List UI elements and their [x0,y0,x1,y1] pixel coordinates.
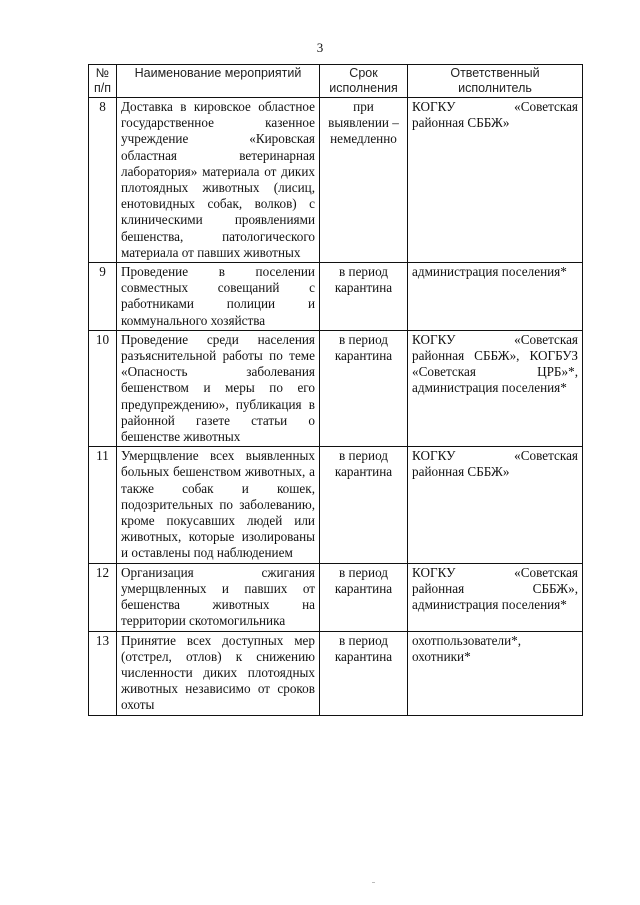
deadline: в период карантина [320,447,408,563]
header-responsible: Ответственный исполнитель [408,65,583,98]
responsible: КОГКУ «Советская районная СББЖ», КОГБУЗ «Советская ЦРБ»*, администрация поселения* [408,330,583,446]
measure-name: Проведение в поселении совместных совещаний с работниками полиции и коммунального хозяйства [117,263,320,331]
responsible: КОГКУ «Советская районная СББЖ», администрация поселения* [408,563,583,631]
header-measure-name: Наименование мероприятий [117,65,320,98]
responsible: КОГКУ «Советская районная СББЖ» [408,98,583,263]
row-number: 11 [89,447,117,563]
responsible: охотпользователи*, охотники* [408,631,583,715]
deadline: в период карантина [320,631,408,715]
table-row [89,98,583,263]
row-number: 13 [89,631,117,715]
table-row [89,563,583,631]
scan-speck [372,882,375,883]
measure-name: Умерщвление всех выявленных больных бешенством животных, а также собак и кошек, подозрительных по заболеванию, кроме покусавших людей или животных, которые изолированы и оставлены под наблюдением [117,447,320,563]
responsible: КОГКУ «Советская районная СББЖ» [408,447,583,563]
measure-name: Принятие всех доступных мер (отстрел, отлов) к снижению численности диких плотоядных животных независимо от сроков охоты [117,631,320,715]
page-number: 3 [316,40,324,55]
measure-name: Организация сжигания умерщвленных и павших от бешенства животных на территории скотомогильника [117,563,320,631]
table-header-row [89,65,583,98]
row-number: 8 [89,98,117,263]
responsible: администрация поселения* [408,263,583,331]
deadline: в период карантина [320,263,408,331]
deadline: в период карантина [320,330,408,446]
deadline: в период карантина [320,563,408,631]
header-number: № п/п [89,65,117,98]
row-number: 9 [89,263,117,331]
measure-name: Доставка в кировское областное государственное казенное учреждение «Кировская областная ветеринарная лаборатория» материала от диких плотоядных животных (лисиц, енотовидных собак, волков) с клиническими проявлениями бешенства, патологического материала от павших животных [117,98,320,263]
header-deadline: Срок исполнения [320,65,408,98]
deadline: при выявлении – немедленно [320,98,408,263]
row-number: 10 [89,330,117,446]
table-row [89,263,583,331]
row-number: 12 [89,563,117,631]
table-row [89,330,583,446]
measure-name: Проведение среди населения разъяснительной работы по теме «Опасность заболевания бешенством и меры по его предупреждению», публикация в районной газете статьи о бешенстве животных [117,330,320,446]
measures-table [88,64,583,716]
table-row [89,631,583,715]
table-row [89,447,583,563]
